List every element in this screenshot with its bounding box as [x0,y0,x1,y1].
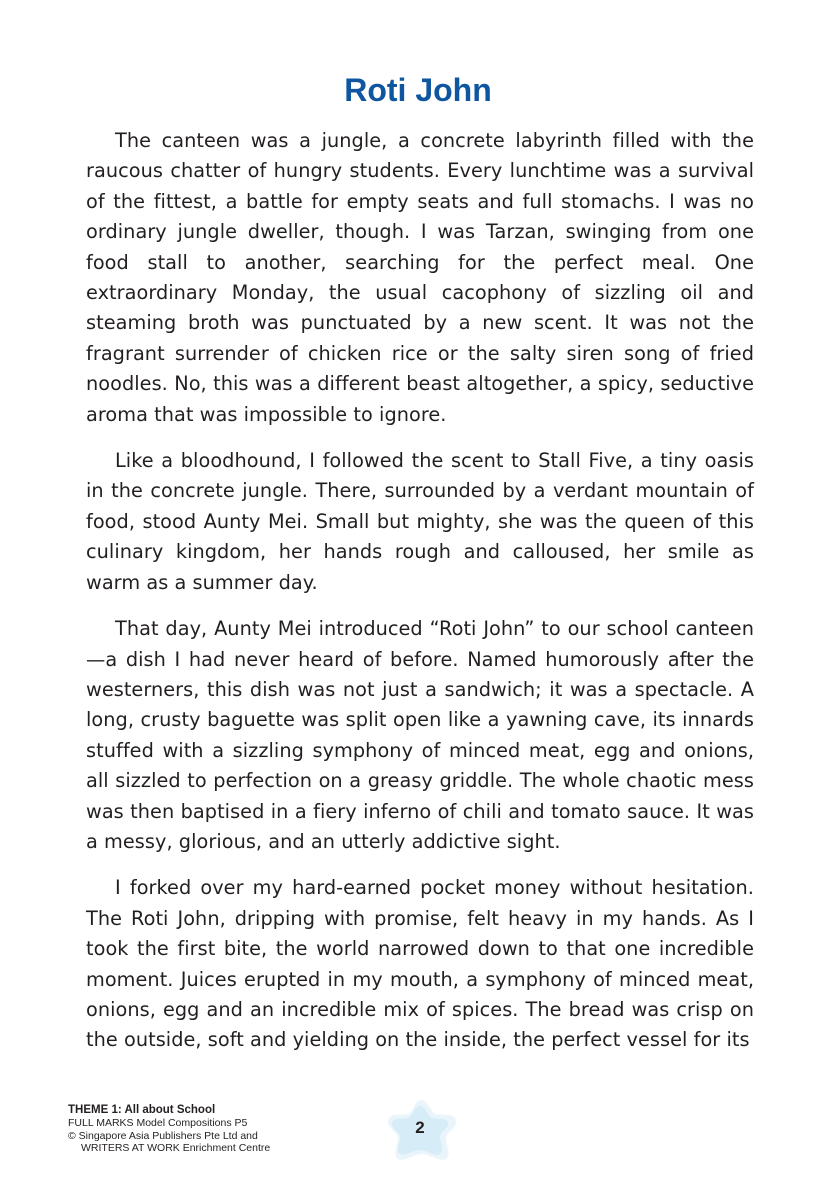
paragraph-2: Like a bloodhound, I followed the scent to Stall Five, a tiny oasis in the concrete jungle. There, surrounded by a verdant mountain of food, stood Aunty Mei. Small but mighty, she was the queen of this culinary kingdom, her hands rough and calloused, her smile as warm as a summer day. [86,449,754,594]
page-title: Roti John [344,72,492,108]
footer-theme: THEME 1: All about School [68,1104,216,1116]
paragraph-4: I forked over my hard-earned pocket money without hesitation. The Roti John, dripping with promise, felt heavy in my hands. As I took the first bite, the world narrowed down to that one incredible moment. Juices erupted in my mouth, a symphony of minced meat, onions, egg and an incredible mix of spices. The bread was crisp on the outside, soft and yielding on the inside, the perfect vessel for its [86,876,754,1052]
footer-book-title: FULL MARKS Model Compositions P5 [68,1117,248,1129]
footer-partner: WRITERS AT WORK Enrichment Centre [81,1142,271,1154]
paragraph-1: The canteen was a jungle, a concrete labyrinth filled with the raucous chatter of hungry students. Every lunchtime was a survival of the fittest, a battle for empty seats and full stomachs. I was no ordinary jungle dweller, though. I was Tarzan, swinging from one food stall to another, searching for the perfect meal. One extraordinary Monday, the usual cacophony of sizzling oil and steaming broth was punctuated by a new scent. It was not the fragrant surrender of chicken rice or the salty siren song of fried noodles. No, this was a different beast altogether, a spicy, seductive aroma that was impossible to ignore. [86,129,754,426]
page-number: 2 [415,1118,425,1137]
composition-body [86,126,754,1072]
footer-credits [68,1104,270,1155]
footer-copyright: © Singapore Asia Publishers Pte Ltd and [68,1129,258,1142]
paragraph-3: That day, Aunty Mei introduced “Roti John” to our school canteen—a dish I had never heard of before. Named humorously after the westerners, this dish was not just a sandwich; it was a spectacle. A long, crusty baguette was split open like a yawning cave, its innards stuffed with a sizzling symphony of minced meat, egg and onions, all sizzled to perfection on a greasy griddle. The whole chaotic mess was then baptised in a fiery inferno of chili and tomato sauce. It was a messy, glorious, and an utterly addictive sight. [86,617,754,853]
page-number-badge [384,1096,460,1164]
